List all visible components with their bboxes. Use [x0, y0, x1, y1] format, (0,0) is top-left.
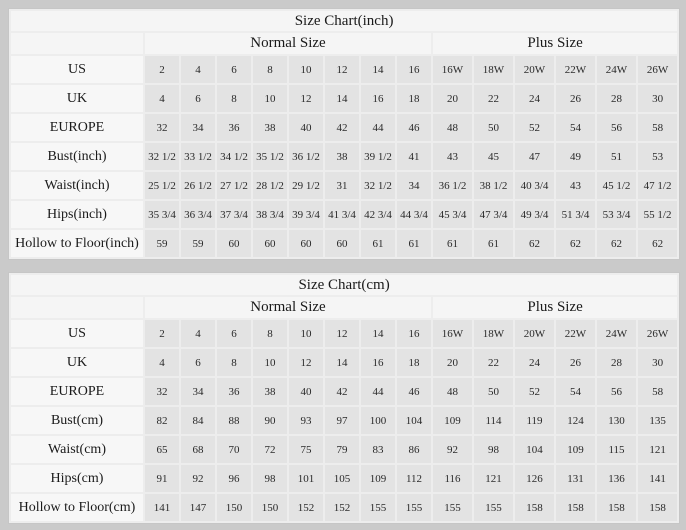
size-value-cell: 86 — [397, 436, 431, 463]
size-value-cell: 75 — [289, 436, 323, 463]
size-value-cell: 152 — [325, 494, 359, 521]
size-value-cell: 28 1/2 — [253, 172, 287, 199]
size-value-cell: 42 — [325, 378, 359, 405]
size-value-cell: 2 — [145, 320, 179, 347]
size-value-cell: 35 1/2 — [253, 143, 287, 170]
size-value-cell: 104 — [397, 407, 431, 434]
size-value-cell: 35 3/4 — [145, 201, 179, 228]
size-value-cell: 115 — [597, 436, 636, 463]
size-value-cell: 70 — [217, 436, 251, 463]
size-value-cell: 14 — [361, 56, 395, 83]
size-value-cell: 38 — [325, 143, 359, 170]
size-value-cell: 130 — [597, 407, 636, 434]
size-value-cell: 126 — [515, 465, 554, 492]
size-value-cell: 30 — [638, 349, 677, 376]
size-value-cell: 119 — [515, 407, 554, 434]
size-value-cell: 22 — [474, 85, 513, 112]
size-group-header-row — [11, 297, 677, 318]
size-value-cell: 97 — [325, 407, 359, 434]
size-value-cell: 50 — [474, 378, 513, 405]
size-value-cell: 83 — [361, 436, 395, 463]
size-value-cell: 47 1/2 — [638, 172, 677, 199]
row-label: EUROPE — [11, 114, 143, 141]
size-value-cell: 4 — [145, 349, 179, 376]
size-value-cell: 158 — [515, 494, 554, 521]
size-value-cell: 90 — [253, 407, 287, 434]
size-value-cell: 32 1/2 — [361, 172, 395, 199]
size-value-cell: 8 — [253, 56, 287, 83]
size-value-cell: 14 — [361, 320, 395, 347]
size-value-cell: 147 — [181, 494, 215, 521]
size-value-cell: 47 — [515, 143, 554, 170]
size-value-cell: 53 — [638, 143, 677, 170]
size-value-cell: 16 — [361, 349, 395, 376]
size-value-cell: 131 — [556, 465, 595, 492]
size-value-cell: 6 — [181, 85, 215, 112]
size-value-cell: 65 — [145, 436, 179, 463]
size-value-cell: 34 — [397, 172, 431, 199]
size-value-cell: 41 3/4 — [325, 201, 359, 228]
size-value-cell: 98 — [253, 465, 287, 492]
size-value-cell: 26W — [638, 320, 677, 347]
plus-size-header: Plus Size — [433, 33, 677, 54]
size-value-cell: 22 — [474, 349, 513, 376]
size-value-cell: 38 — [253, 114, 287, 141]
size-value-cell: 38 — [253, 378, 287, 405]
plus-size-header: Plus Size — [433, 297, 677, 318]
size-value-cell: 36 1/2 — [289, 143, 323, 170]
size-value-cell: 46 — [397, 114, 431, 141]
size-value-cell: 121 — [474, 465, 513, 492]
size-value-cell: 124 — [556, 407, 595, 434]
size-chart-inch-table — [8, 8, 680, 260]
size-value-cell: 109 — [361, 465, 395, 492]
size-value-cell: 16 — [361, 85, 395, 112]
size-value-cell: 54 — [556, 378, 595, 405]
row-label: UK — [11, 85, 143, 112]
size-value-cell: 43 — [433, 143, 472, 170]
size-value-cell: 114 — [474, 407, 513, 434]
size-value-cell: 22W — [556, 56, 595, 83]
size-value-cell: 50 — [474, 114, 513, 141]
size-value-cell: 62 — [597, 230, 636, 257]
size-value-cell: 36 1/2 — [433, 172, 472, 199]
size-value-cell: 24 — [515, 349, 554, 376]
size-value-cell: 61 — [361, 230, 395, 257]
size-value-cell: 52 — [515, 114, 554, 141]
size-value-cell: 27 1/2 — [217, 172, 251, 199]
size-value-cell: 10 — [253, 85, 287, 112]
size-value-cell: 88 — [217, 407, 251, 434]
size-value-cell: 54 — [556, 114, 595, 141]
row-label: Bust(cm) — [11, 407, 143, 434]
size-value-cell: 24W — [597, 320, 636, 347]
table-row — [11, 85, 677, 112]
size-value-cell: 40 — [289, 378, 323, 405]
size-value-cell: 98 — [474, 436, 513, 463]
table-row — [11, 114, 677, 141]
size-value-cell: 42 — [325, 114, 359, 141]
table-row — [11, 201, 677, 228]
size-value-cell: 28 — [597, 85, 636, 112]
size-value-cell: 60 — [253, 230, 287, 257]
size-value-cell: 42 3/4 — [361, 201, 395, 228]
size-value-cell: 116 — [433, 465, 472, 492]
size-value-cell: 45 1/2 — [597, 172, 636, 199]
size-value-cell: 62 — [638, 230, 677, 257]
table-row — [11, 494, 677, 521]
size-value-cell: 18W — [474, 56, 513, 83]
size-value-cell: 29 1/2 — [289, 172, 323, 199]
size-value-cell: 20 — [433, 349, 472, 376]
size-value-cell: 6 — [181, 349, 215, 376]
size-value-cell: 24 — [515, 85, 554, 112]
size-value-cell: 39 1/2 — [361, 143, 395, 170]
row-label: US — [11, 56, 143, 83]
size-value-cell: 61 — [397, 230, 431, 257]
size-value-cell: 12 — [289, 349, 323, 376]
row-label: Bust(inch) — [11, 143, 143, 170]
size-value-cell: 47 3/4 — [474, 201, 513, 228]
size-value-cell: 4 — [145, 85, 179, 112]
size-value-cell: 112 — [397, 465, 431, 492]
size-value-cell: 38 3/4 — [253, 201, 287, 228]
size-value-cell: 62 — [515, 230, 554, 257]
size-value-cell: 93 — [289, 407, 323, 434]
size-value-cell: 121 — [638, 436, 677, 463]
size-value-cell: 68 — [181, 436, 215, 463]
size-value-cell: 34 — [181, 378, 215, 405]
size-value-cell: 109 — [433, 407, 472, 434]
size-value-cell: 92 — [181, 465, 215, 492]
empty-corner-cell — [11, 297, 143, 318]
table-row — [11, 407, 677, 434]
row-label: Waist(inch) — [11, 172, 143, 199]
size-value-cell: 150 — [253, 494, 287, 521]
size-value-cell: 79 — [325, 436, 359, 463]
table-title: Size Chart(cm) — [11, 275, 677, 295]
size-value-cell: 38 1/2 — [474, 172, 513, 199]
table-title: Size Chart(inch) — [11, 11, 677, 31]
size-group-header-row — [11, 33, 677, 54]
table-row — [11, 143, 677, 170]
size-value-cell: 56 — [597, 114, 636, 141]
table-row — [11, 230, 677, 257]
size-value-cell: 49 — [556, 143, 595, 170]
size-value-cell: 62 — [556, 230, 595, 257]
normal-size-header: Normal Size — [145, 297, 431, 318]
size-value-cell: 39 3/4 — [289, 201, 323, 228]
size-value-cell: 20W — [515, 56, 554, 83]
table-row — [11, 172, 677, 199]
size-value-cell: 16W — [433, 320, 472, 347]
size-value-cell: 16 — [397, 320, 431, 347]
size-value-cell: 48 — [433, 378, 472, 405]
size-value-cell: 8 — [253, 320, 287, 347]
size-value-cell: 10 — [253, 349, 287, 376]
size-value-cell: 56 — [597, 378, 636, 405]
size-value-cell: 37 3/4 — [217, 201, 251, 228]
size-value-cell: 49 3/4 — [515, 201, 554, 228]
size-value-cell: 52 — [515, 378, 554, 405]
row-label: Hollow to Floor(inch) — [11, 230, 143, 257]
size-value-cell: 30 — [638, 85, 677, 112]
row-label: UK — [11, 349, 143, 376]
size-value-cell: 152 — [289, 494, 323, 521]
row-label: Hips(inch) — [11, 201, 143, 228]
size-value-cell: 12 — [325, 56, 359, 83]
size-value-cell: 48 — [433, 114, 472, 141]
size-value-cell: 22W — [556, 320, 595, 347]
size-value-cell: 41 — [397, 143, 431, 170]
size-value-cell: 24W — [597, 56, 636, 83]
size-value-cell: 33 1/2 — [181, 143, 215, 170]
size-value-cell: 51 3/4 — [556, 201, 595, 228]
size-value-cell: 45 — [474, 143, 513, 170]
size-value-cell: 20W — [515, 320, 554, 347]
size-value-cell: 104 — [515, 436, 554, 463]
row-label: Hollow to Floor(cm) — [11, 494, 143, 521]
size-value-cell: 34 — [181, 114, 215, 141]
size-value-cell: 10 — [289, 320, 323, 347]
size-value-cell: 155 — [397, 494, 431, 521]
size-value-cell: 44 3/4 — [397, 201, 431, 228]
empty-corner-cell — [11, 33, 143, 54]
table-row — [11, 320, 677, 347]
size-value-cell: 158 — [556, 494, 595, 521]
size-value-cell: 141 — [145, 494, 179, 521]
size-value-cell: 155 — [433, 494, 472, 521]
size-value-cell: 26 — [556, 349, 595, 376]
size-value-cell: 18 — [397, 85, 431, 112]
size-value-cell: 12 — [289, 85, 323, 112]
size-value-cell: 40 3/4 — [515, 172, 554, 199]
table-row — [11, 378, 677, 405]
size-value-cell: 4 — [181, 56, 215, 83]
size-value-cell: 58 — [638, 378, 677, 405]
size-value-cell: 44 — [361, 378, 395, 405]
size-value-cell: 105 — [325, 465, 359, 492]
size-value-cell: 141 — [638, 465, 677, 492]
size-value-cell: 72 — [253, 436, 287, 463]
size-value-cell: 8 — [217, 349, 251, 376]
table-row — [11, 465, 677, 492]
size-value-cell: 36 — [217, 114, 251, 141]
size-value-cell: 32 — [145, 114, 179, 141]
size-value-cell: 100 — [361, 407, 395, 434]
size-value-cell: 96 — [217, 465, 251, 492]
size-chart-cm-table — [8, 272, 680, 524]
size-value-cell: 109 — [556, 436, 595, 463]
size-value-cell: 4 — [181, 320, 215, 347]
row-label: Hips(cm) — [11, 465, 143, 492]
size-value-cell: 59 — [145, 230, 179, 257]
size-value-cell: 26W — [638, 56, 677, 83]
size-value-cell: 2 — [145, 56, 179, 83]
size-value-cell: 58 — [638, 114, 677, 141]
size-value-cell: 18W — [474, 320, 513, 347]
size-value-cell: 136 — [597, 465, 636, 492]
size-value-cell: 61 — [433, 230, 472, 257]
size-value-cell: 91 — [145, 465, 179, 492]
size-value-cell: 60 — [325, 230, 359, 257]
row-label: EUROPE — [11, 378, 143, 405]
table-row — [11, 349, 677, 376]
size-value-cell: 46 — [397, 378, 431, 405]
size-value-cell: 51 — [597, 143, 636, 170]
size-value-cell: 36 3/4 — [181, 201, 215, 228]
size-value-cell: 32 — [145, 378, 179, 405]
size-value-cell: 26 1/2 — [181, 172, 215, 199]
size-value-cell: 82 — [145, 407, 179, 434]
row-label: US — [11, 320, 143, 347]
size-value-cell: 6 — [217, 320, 251, 347]
table-row — [11, 56, 677, 83]
size-value-cell: 16W — [433, 56, 472, 83]
size-value-cell: 28 — [597, 349, 636, 376]
normal-size-header: Normal Size — [145, 33, 431, 54]
size-value-cell: 18 — [397, 349, 431, 376]
size-value-cell: 61 — [474, 230, 513, 257]
size-value-cell: 158 — [597, 494, 636, 521]
size-value-cell: 10 — [289, 56, 323, 83]
size-value-cell: 84 — [181, 407, 215, 434]
size-value-cell: 8 — [217, 85, 251, 112]
size-value-cell: 36 — [217, 378, 251, 405]
size-value-cell: 14 — [325, 349, 359, 376]
size-value-cell: 101 — [289, 465, 323, 492]
size-value-cell: 60 — [289, 230, 323, 257]
size-value-cell: 59 — [181, 230, 215, 257]
size-value-cell: 60 — [217, 230, 251, 257]
row-label: Waist(cm) — [11, 436, 143, 463]
size-value-cell: 44 — [361, 114, 395, 141]
size-value-cell: 25 1/2 — [145, 172, 179, 199]
size-value-cell: 55 1/2 — [638, 201, 677, 228]
size-value-cell: 16 — [397, 56, 431, 83]
size-value-cell: 92 — [433, 436, 472, 463]
size-value-cell: 20 — [433, 85, 472, 112]
size-value-cell: 40 — [289, 114, 323, 141]
size-value-cell: 45 3/4 — [433, 201, 472, 228]
size-value-cell: 158 — [638, 494, 677, 521]
table-title-row — [11, 11, 677, 31]
size-value-cell: 26 — [556, 85, 595, 112]
size-value-cell: 12 — [325, 320, 359, 347]
table-row — [11, 436, 677, 463]
size-value-cell: 31 — [325, 172, 359, 199]
size-value-cell: 34 1/2 — [217, 143, 251, 170]
size-value-cell: 14 — [325, 85, 359, 112]
size-value-cell: 155 — [361, 494, 395, 521]
size-value-cell: 6 — [217, 56, 251, 83]
size-value-cell: 53 3/4 — [597, 201, 636, 228]
size-value-cell: 135 — [638, 407, 677, 434]
size-value-cell: 150 — [217, 494, 251, 521]
size-value-cell: 43 — [556, 172, 595, 199]
size-value-cell: 155 — [474, 494, 513, 521]
size-value-cell: 32 1/2 — [145, 143, 179, 170]
table-title-row — [11, 275, 677, 295]
